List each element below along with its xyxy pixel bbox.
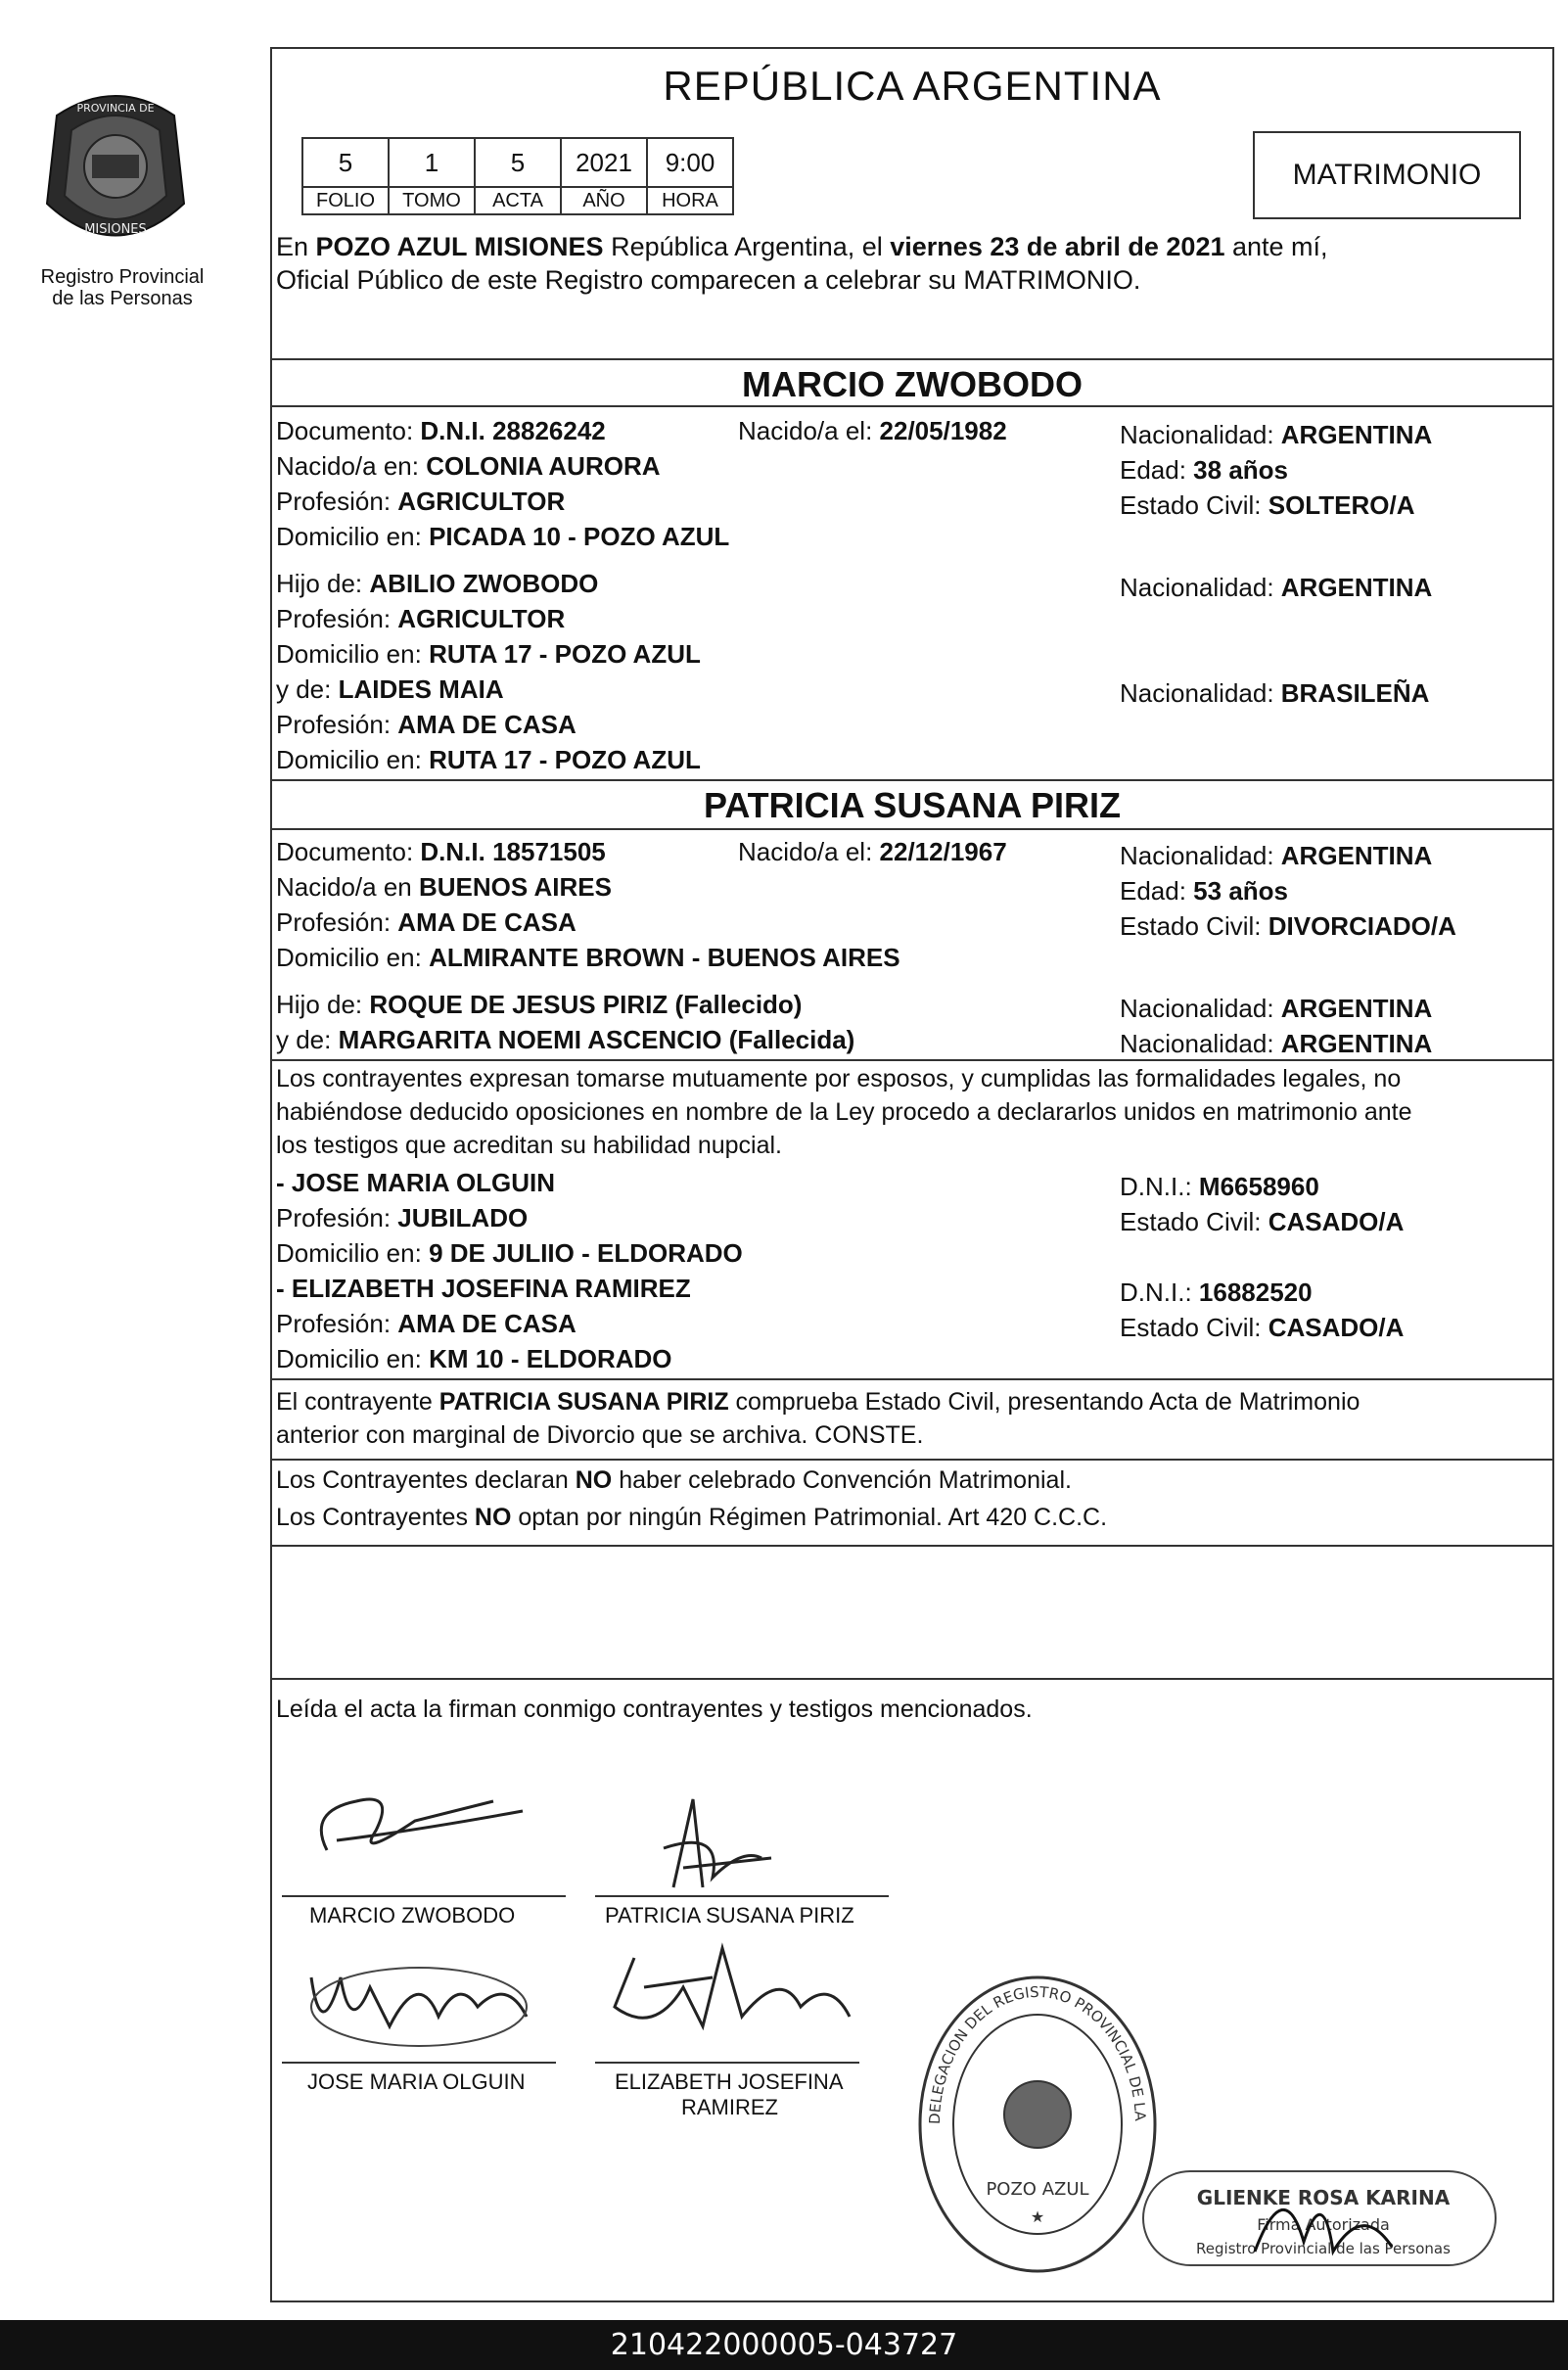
- spouse2-mother-nationality: Nacionalidad: ARGENTINA: [1120, 1029, 1433, 1058]
- spouse2-civil-status: Estado Civil: DIVORCIADO/A: [1120, 911, 1456, 941]
- witness2-signature-name-line2: RAMIREZ: [681, 2095, 778, 2119]
- spouse2-birthdate: Nacido/a el: 22/12/1967: [738, 837, 1007, 866]
- spouse2-signature: [624, 1789, 781, 1907]
- document-title: REPÚBLICA ARGENTINA: [663, 63, 1162, 109]
- spouse1-mother: y de: LAIDES MAIA: [276, 674, 504, 704]
- hour-value: 9:00: [647, 138, 733, 187]
- spouse2-address: Domicilio en: ALMIRANTE BROWN - BUENOS AIRES: [276, 943, 900, 972]
- spouse1-profession: Profesión: AGRICULTOR: [276, 487, 566, 516]
- divider: [272, 779, 1552, 781]
- witness2-dni: D.N.I.: 16882520: [1120, 1278, 1313, 1307]
- divider: [272, 1678, 1552, 1680]
- official-signature-stamp: [1137, 2163, 1509, 2271]
- spouse1-mother-nationality: Nacionalidad: BRASILEÑA: [1120, 678, 1430, 708]
- official-name: GLIENKE ROSA KARINA: [1196, 2186, 1451, 2209]
- spouse1-age: Edad: 38 años: [1120, 455, 1288, 485]
- act-type-box: MATRIMONIO: [1253, 131, 1521, 219]
- folio-label: FOLIO: [302, 187, 389, 214]
- witness2-profession: Profesión: AMA DE CASA: [276, 1309, 576, 1338]
- spouse1-nationality: Nacionalidad: ARGENTINA: [1120, 420, 1433, 449]
- spouse2-signature-name: PATRICIA SUSANA PIRIZ: [605, 1903, 854, 1928]
- official-registry: Registro Provincial de las Personas: [1196, 2240, 1451, 2257]
- spouse1-father-nationality: Nacionalidad: ARGENTINA: [1120, 573, 1433, 602]
- witness1-dni: D.N.I.: M6658960: [1120, 1172, 1319, 1201]
- year-label: AÑO: [561, 187, 647, 214]
- star-icon: ★: [1030, 2209, 1045, 2226]
- witness2-name: - ELIZABETH JOSEFINA RAMIREZ: [276, 1274, 691, 1303]
- witness2-signature: [595, 1929, 869, 2056]
- spouse1-birthplace: Nacido/a en: COLONIA AURORA: [276, 451, 661, 481]
- seal-text-top: PROVINCIA DE: [76, 102, 155, 115]
- intro-line1: En POZO AZUL MISIONES República Argentina, el viernes 23 de abril de 2021 ante mí,: [276, 232, 1328, 261]
- spouse2-profession: Profesión: AMA DE CASA: [276, 907, 576, 937]
- signature-line: [595, 1895, 889, 1897]
- declaration-line1: Los contrayentes expresan tomarse mutuamente por esposos, y cumplidas las formalidades legales, no: [276, 1065, 1402, 1092]
- spouse1-name-heading: MARCIO ZWOBODO: [742, 364, 1083, 404]
- witness1-signature: [292, 1938, 546, 2056]
- caption-line2: de las Personas: [52, 288, 193, 309]
- spouse1-signature-name: MARCIO ZWOBODO: [309, 1903, 516, 1928]
- seal-text-bottom: MISIONES: [84, 222, 147, 237]
- divider: [272, 1459, 1552, 1461]
- spouse1-civil-status: Estado Civil: SOLTERO/A: [1120, 490, 1415, 520]
- registry-caption: [29, 266, 215, 309]
- spouse2-age: Edad: 53 años: [1120, 876, 1288, 906]
- acta-label: ACTA: [475, 187, 561, 214]
- spouse2-father: Hijo de: ROQUE DE JESUS PIRIZ (Fallecido): [276, 990, 803, 1019]
- declaration-line3: los testigos que acreditan su habilidad nupcial.: [276, 1132, 783, 1159]
- spouse2-nationality: Nacionalidad: ARGENTINA: [1120, 841, 1433, 870]
- caption-line1: Registro Provincial: [40, 266, 205, 288]
- spouse1-mother-profession: Profesión: AMA DE CASA: [276, 710, 576, 739]
- witness2-signature-name-line1: ELIZABETH JOSEFINA: [615, 2069, 844, 2094]
- spouse1-document: Documento: D.N.I. 28826242: [276, 416, 606, 445]
- intro-line2: Oficial Público de este Registro comparecen a celebrar su MATRIMONIO.: [276, 265, 1141, 295]
- hour-label: HORA: [647, 187, 733, 214]
- provincial-seal-logo: [37, 86, 194, 260]
- witness1-name: - JOSE MARIA OLGUIN: [276, 1168, 556, 1197]
- stamp-ring-text: DELEGACION DEL REGISTRO PROVINCIAL DE LAS PERSONAS: [904, 1954, 1150, 2125]
- spouse1-father: Hijo de: ABILIO ZWOBODO: [276, 569, 599, 598]
- spouse1-father-profession: Profesión: AGRICULTOR: [276, 604, 566, 633]
- civil-status-note-line1: El contrayente PATRICIA SUSANA PIRIZ comprueba Estado Civil, presentando Acta de Matrimonio: [276, 1388, 1360, 1416]
- spouse1-birthdate: Nacido/a el: 22/05/1982: [738, 416, 1007, 445]
- witness2-address: Domicilio en: KM 10 - ELDORADO: [276, 1344, 672, 1373]
- convention-note: Los Contrayentes declaran NO haber celebrado Convención Matrimonial.: [276, 1466, 1072, 1494]
- document-code-bar: 210422000005-043727: [0, 2320, 1568, 2370]
- witness1-civil-status: Estado Civil: CASADO/A: [1120, 1207, 1405, 1236]
- spouse1-mother-address: Domicilio en: RUTA 17 - POZO AZUL: [276, 745, 701, 774]
- year-value: 2021: [561, 138, 647, 187]
- divider: [272, 1378, 1552, 1380]
- divider: [272, 1059, 1552, 1061]
- declaration-line2: habiéndose deducido oposiciones en nombre de la Ley procedo a declararlos unidos en matrimonio ante: [276, 1098, 1412, 1126]
- folio-value: 5: [302, 138, 389, 187]
- divider: [272, 1545, 1552, 1547]
- acta-value: 5: [475, 138, 561, 187]
- divider: [272, 405, 1552, 407]
- stamp-center-text: POZO AZUL: [986, 2179, 1089, 2200]
- tomo-label: TOMO: [389, 187, 475, 214]
- spouse1-address: Domicilio en: PICADA 10 - POZO AZUL: [276, 522, 730, 551]
- spouse1-father-address: Domicilio en: RUTA 17 - POZO AZUL: [276, 639, 701, 669]
- reference-table: [301, 137, 734, 215]
- witness1-address: Domicilio en: 9 DE JULIIO - ELDORADO: [276, 1238, 743, 1268]
- delegation-stamp: [904, 1954, 1165, 2281]
- divider: [272, 828, 1552, 830]
- signature-line: [282, 1895, 566, 1897]
- closing-statement: Leída el acta la firman conmigo contrayentes y testigos mencionados.: [276, 1696, 1033, 1723]
- certificate-frame: [270, 47, 1554, 2302]
- tomo-value: 1: [389, 138, 475, 187]
- spouse2-name-heading: PATRICIA SUSANA PIRIZ: [703, 785, 1121, 825]
- witness1-profession: Profesión: JUBILADO: [276, 1203, 529, 1232]
- spouse2-mother: y de: MARGARITA NOEMI ASCENCIO (Fallecida): [276, 1025, 855, 1054]
- spouse2-father-nationality: Nacionalidad: ARGENTINA: [1120, 994, 1433, 1023]
- signature-line: [595, 2062, 859, 2064]
- witness1-signature-name: JOSE MARIA OLGUIN: [307, 2069, 526, 2094]
- witness2-civil-status: Estado Civil: CASADO/A: [1120, 1313, 1405, 1342]
- patrimonial-regime-note: Los Contrayentes NO optan por ningún Régimen Patrimonial. Art 420 C.C.C.: [276, 1504, 1108, 1531]
- spouse2-document: Documento: D.N.I. 18571505: [276, 837, 606, 866]
- divider: [272, 358, 1552, 360]
- official-role: Firma Autorizada: [1257, 2215, 1390, 2234]
- civil-status-note-line2: anterior con marginal de Divorcio que se archiva. CONSTE.: [276, 1421, 924, 1449]
- spouse2-birthplace: Nacido/a en BUENOS AIRES: [276, 872, 612, 902]
- signature-line: [282, 2062, 556, 2064]
- spouse1-signature: [298, 1772, 532, 1889]
